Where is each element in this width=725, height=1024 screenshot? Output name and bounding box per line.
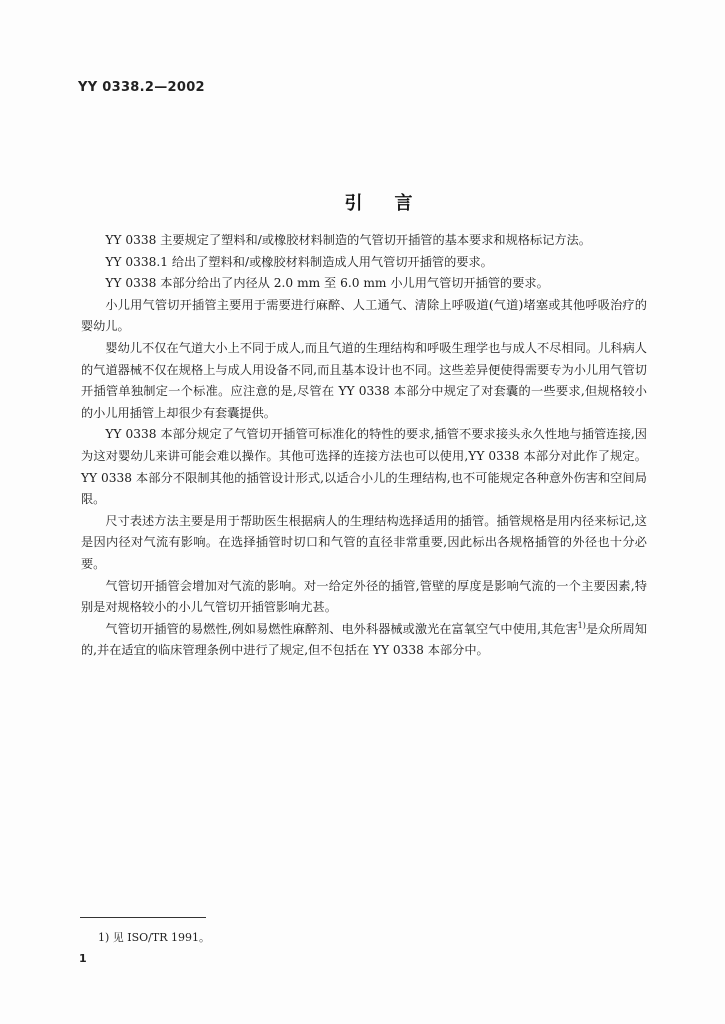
paragraph: 气管切开插管会增加对气流的影响。对一给定外径的插管,管壁的厚度是影响气流的一个主要因素,特别是对规格较小的小儿气管切开插管影响尤甚。: [81, 578, 647, 615]
paragraph: YY 0338 主要规定了塑料和/或橡胶材料制造的气管切开插管的基本要求和规格标记方法。: [105, 233, 591, 247]
paragraph: YY 0338 本部分规定了气管切开插管可标准化的特性的要求,插管不要求接头永久性地与插管连接,因为这对婴幼儿来讲可能会难以操作。其他可选择的连接方法也可以使用,YY 0338 本部分对此作了规定。YY 0338 本部分不限制其他的插管设计形式,以适合小儿的生理结构,也不可能规定各种意外伤害和空间局限。: [81, 427, 647, 507]
page-number: 1: [79, 952, 87, 965]
footnote: 1) 见 ISO/TR 1991。: [98, 931, 210, 944]
paragraph: 小儿用气管切开插管主要用于需要进行麻醉、人工通气、清除上呼吸道(气道)堵塞或其他呼吸治疗的婴幼儿。: [81, 297, 647, 334]
section-title: 引言: [344, 193, 445, 214]
paragraph: YY 0338.1 给出了塑料和/或橡胶材料制造成人用气管切开插管的要求。: [105, 254, 493, 269]
paragraph: 尺寸表述方法主要是用于帮助医生根据病人的生理结构选择适用的插管。插管规格是用内径来标记,这是因内径对气流有影响。在选择插管时切口和气管的直径非常重要,因此标出各规格插管的外径也十分必要。: [81, 513, 647, 571]
paragraph-text: 是众所周知的,并在适宜的临床管理条例中进行了规定,但不包括在 YY 0338 本部分中。: [81, 621, 648, 658]
footnote-reference[interactable]: 1): [577, 620, 586, 630]
introduction-body: [81, 230, 647, 662]
paragraph: 婴幼儿不仅在气道大小上不同于成人,而且气道的生理结构和呼吸生理学也与成人不尽相同。儿科病人的气道器械不仅在规格上与成人用设备不同,而且基本设计也不同。这些差异便使得需要专为小儿用气管切开插管单独制定一个标准。应注意的是,尽管在 YY 0338 本部分中规定了对套囊的一些要求,但规格较小的小儿用插管上却很少有套囊提供。: [81, 340, 647, 420]
paragraph: YY 0338 本部分给出了内径从 2.0 mm 至 6.0 mm 小儿用气管切开插管的要求。: [105, 276, 549, 291]
standard-code-header: [78, 80, 205, 95]
paragraph-text: 气管切开插管的易燃性,例如易燃性麻醉剂、电外科器械或激光在富氧空气中使用,其危害: [105, 621, 578, 636]
standard-code: YY 0338.2—2002: [78, 80, 205, 95]
footnote-divider: [80, 917, 206, 918]
paragraph-with-footnote: [81, 619, 647, 662]
